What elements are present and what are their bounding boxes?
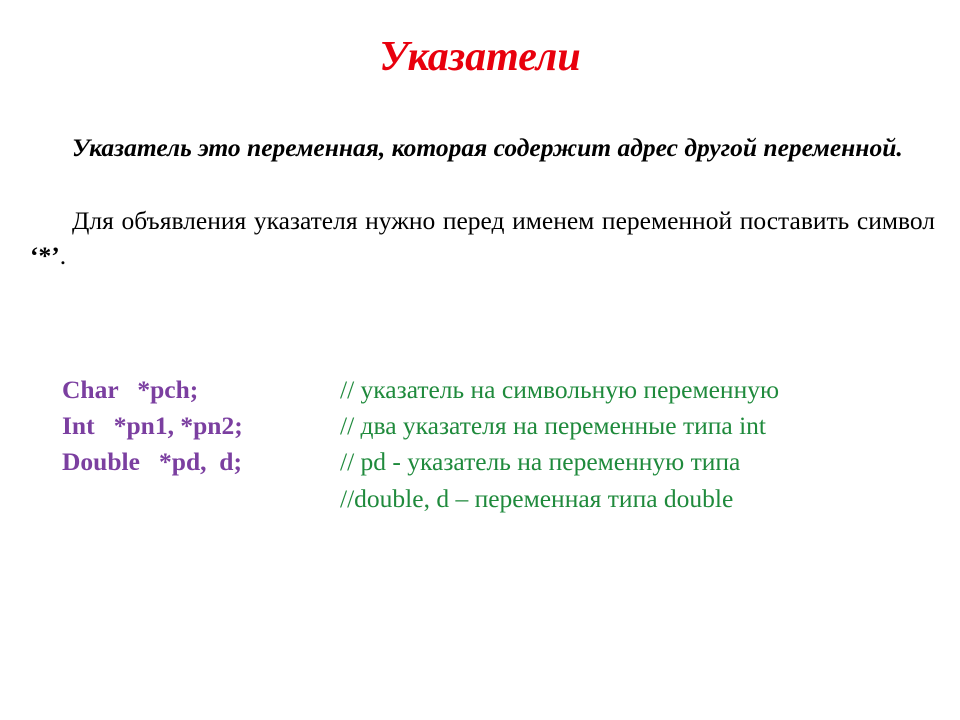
code-comment: // два указателя на переменные типа int (340, 411, 767, 441)
code-line (62, 408, 942, 444)
code-declaration: Int *pn1, *pn2; (62, 411, 243, 441)
paragraph-declaration-tail: . (59, 241, 67, 271)
code-comment: //double, d – переменная типа double (340, 483, 734, 513)
code-comment: // указатель на символьную переменную (340, 375, 780, 404)
code-example-block (62, 372, 942, 517)
paragraph-declaration (30, 203, 935, 273)
paragraph-definition: Указатель это переменная, которая содержит адрес другой переменной. (72, 133, 903, 162)
code-line (62, 372, 942, 408)
body-text-block (30, 130, 935, 274)
page-title: Указатели (379, 34, 581, 80)
asterisk-symbol-quote: ‘*’ (30, 241, 60, 271)
code-line (62, 481, 942, 517)
paragraph-declaration-text: Для объявления указателя нужно перед именем переменной поставить символ (72, 206, 935, 236)
code-line (62, 444, 942, 480)
code-declaration: Char *pch; (62, 375, 199, 404)
code-declaration: Double *pd, d; (62, 447, 242, 477)
code-comment: // pd - указатель на переменную типа (340, 447, 741, 477)
